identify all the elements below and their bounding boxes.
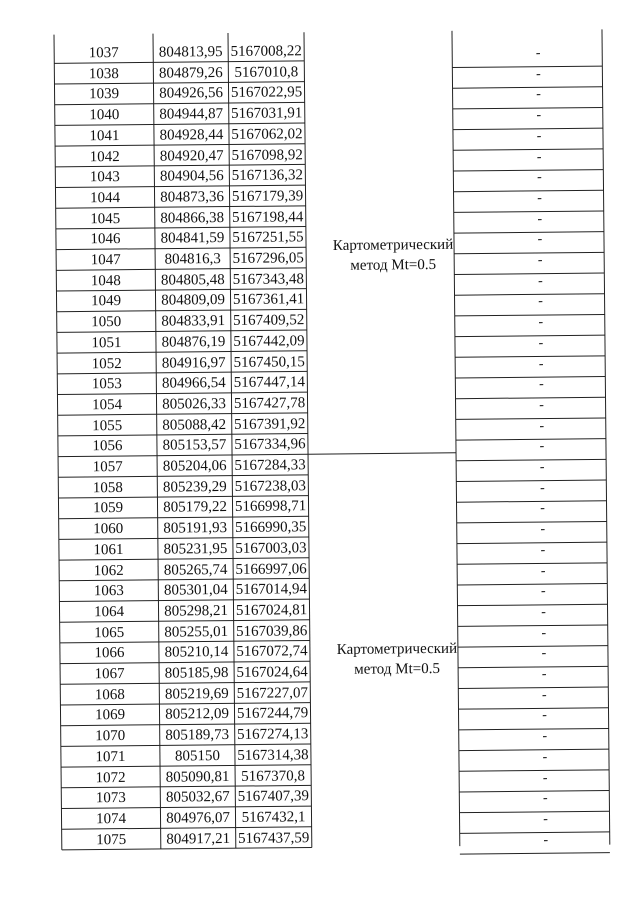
coord-y: 5167432,1 [241, 809, 306, 826]
accuracy-value: - [542, 708, 547, 724]
coord-x: 804928,44 [159, 126, 224, 144]
coord-y: 5167179,39 [231, 188, 304, 205]
coord-y: 5167008,22 [230, 43, 302, 60]
coord-x: 804926,56 [159, 85, 224, 103]
accuracy-value: - [535, 45, 541, 62]
coord-y: 5167343,48 [232, 270, 305, 288]
accuracy-value: - [539, 439, 545, 455]
coord-x: 804966,54 [161, 375, 226, 392]
coord-x: 804805,48 [160, 271, 225, 289]
coord-x: 805212,09 [165, 706, 229, 723]
row-number: 1064 [93, 603, 125, 621]
accuracy-value: - [535, 66, 541, 82]
row-number: 1051 [91, 334, 122, 352]
coord-x: 805231,95 [163, 540, 228, 558]
accuracy-value: - [541, 646, 547, 662]
coord-x: 805298,21 [164, 602, 228, 620]
coord-x: 805265,74 [163, 561, 228, 579]
row-number: 1037 [88, 45, 119, 62]
row-number: 1040 [89, 107, 120, 124]
coord-x: 804879,26 [158, 64, 223, 82]
coord-y: 5166998,71 [234, 498, 307, 516]
accuracy-value: - [542, 749, 548, 765]
row-divider [457, 563, 607, 564]
coord-y: 5167296,05 [232, 250, 304, 267]
method-note [322, 639, 472, 680]
coord-y: 5167098,92 [231, 146, 303, 164]
coord-y: 5167072,74 [236, 643, 308, 661]
method-note-line2: метод Mt=0.5 [350, 256, 437, 274]
coord-y: 5167391,92 [234, 415, 306, 433]
coord-x: 805219,69 [164, 685, 229, 703]
row-number: 1057 [92, 458, 123, 476]
row-divider [453, 87, 603, 88]
row-number: 1072 [95, 769, 126, 786]
coord-y: 5167227,07 [236, 684, 309, 702]
accuracy-value: - [540, 501, 545, 517]
accuracy-value: - [541, 604, 546, 620]
coord-y: 5167014,94 [235, 581, 308, 599]
accuracy-value: - [536, 149, 542, 165]
row-number: 1050 [91, 314, 122, 331]
accuracy-value: - [543, 811, 548, 827]
accuracy-value: - [543, 832, 549, 848]
row-number: 1062 [93, 562, 124, 579]
coord-x: 805185,98 [164, 664, 229, 682]
accuracy-value: - [537, 273, 543, 289]
row-number: 1061 [93, 541, 124, 559]
coord-x: 804813,95 [158, 44, 223, 61]
row-number: 1059 [92, 500, 124, 517]
accuracy-value: - [538, 335, 544, 351]
coord-x: 805026,33 [162, 395, 227, 413]
coord-y: 5167409,52 [233, 312, 305, 330]
row-divider [455, 335, 605, 336]
row-divider [459, 749, 609, 750]
row-divider [453, 170, 603, 171]
coord-y: 5167361,41 [232, 291, 305, 309]
row-divider [456, 418, 606, 419]
row-divider [456, 480, 606, 481]
coord-y: 5167334,96 [234, 436, 306, 454]
accuracy-value: - [542, 791, 548, 807]
row-number: 1044 [89, 189, 121, 207]
method-note-line1: Картометрический [332, 236, 454, 254]
coord-x: 805210,14 [164, 644, 229, 661]
accuracy-value: - [537, 211, 543, 227]
coord-y: 5167010,8 [234, 63, 299, 81]
row-divider [459, 811, 609, 812]
row-number: 1070 [95, 728, 126, 745]
row-divider [457, 542, 607, 543]
coord-y: 5167314,38 [237, 747, 309, 764]
row-number: 1054 [91, 396, 123, 414]
method-note-line2: метод Mt=0.5 [354, 660, 441, 678]
coord-x: 805088,42 [162, 416, 227, 434]
row-number: 1052 [91, 355, 122, 372]
coord-y: 5167251,55 [232, 229, 304, 247]
coord-y: 5167274,13 [237, 726, 309, 743]
accuracy-value: - [536, 170, 542, 186]
coord-x: 804866,38 [160, 209, 225, 227]
row-number: 1039 [89, 86, 120, 103]
row-number: 1041 [89, 127, 120, 145]
accuracy-value: - [539, 459, 545, 475]
row-number: 1048 [90, 272, 121, 289]
coord-x: 804944,87 [159, 106, 224, 123]
row-divider [460, 853, 610, 854]
coord-y: 5167062,02 [231, 126, 303, 143]
accuracy-value: - [541, 625, 547, 641]
row-divider [454, 273, 604, 274]
row-divider [456, 459, 606, 460]
coord-x: 804916,97 [161, 354, 226, 372]
row-number: 1042 [89, 148, 120, 165]
coord-x: 805255,01 [164, 623, 229, 641]
coord-x: 805301,04 [163, 582, 228, 599]
row-divider [454, 232, 604, 233]
coord-y: 5167437,59 [238, 829, 310, 847]
coord-y: 5167031,91 [231, 105, 303, 123]
row-divider [458, 687, 608, 688]
accuracy-value: - [539, 480, 545, 496]
row-number: 1058 [92, 479, 123, 496]
row-number: 1063 [93, 583, 124, 600]
row-number: 1056 [92, 438, 123, 455]
coord-x: 805032,67 [165, 789, 230, 806]
coord-y: 5167244,79 [236, 705, 309, 723]
coord-x: 805150 [174, 747, 221, 765]
row-number: 1068 [94, 686, 125, 703]
accuracy-value: - [539, 418, 545, 434]
row-number: 1060 [93, 521, 124, 538]
coord-y: 5167447,14 [233, 374, 306, 392]
accuracy-value: - [539, 397, 544, 413]
row-number: 1049 [90, 293, 122, 310]
coord-x: 804873,36 [160, 188, 225, 206]
accuracy-value: - [537, 252, 543, 268]
row-number: 1067 [94, 665, 125, 683]
accuracy-value: - [542, 770, 548, 786]
accuracy-value: - [538, 356, 544, 372]
coord-x: 805090,81 [165, 768, 230, 786]
coord-x: 804833,91 [161, 313, 226, 330]
coord-x: 804976,07 [166, 809, 230, 827]
row-divider [460, 832, 610, 833]
coord-y: 5167024,81 [235, 602, 308, 619]
row-divider [454, 252, 604, 253]
coord-x: 805153,57 [162, 437, 227, 454]
coord-y: 5167284,33 [234, 457, 306, 474]
accuracy-value: - [537, 232, 543, 248]
row-divider [453, 107, 603, 108]
accuracy-value: - [540, 542, 546, 558]
row-divider [458, 666, 608, 667]
accuracy-value: - [540, 584, 546, 600]
accuracy-value: - [538, 294, 543, 310]
accuracy-value: - [538, 377, 544, 393]
coord-y: 5167238,03 [234, 477, 307, 495]
row-divider [458, 604, 608, 605]
coord-x: 804816,3 [164, 251, 221, 268]
row-number: 1074 [95, 810, 127, 828]
coord-y: 5167003,03 [235, 540, 307, 557]
coord-y: 5167024,64 [236, 664, 308, 681]
row-number: 1069 [94, 707, 126, 724]
coord-x: 805204,06 [162, 457, 227, 475]
row-divider [458, 708, 608, 709]
row-divider [459, 770, 609, 771]
row-divider [456, 397, 606, 398]
coord-y: 5167039,86 [236, 622, 308, 640]
coord-y: 5166990,35 [235, 519, 307, 537]
accuracy-value: - [536, 108, 542, 124]
row-number: 1047 [90, 252, 121, 269]
accuracy-value: - [541, 687, 547, 703]
row-number: 1045 [90, 210, 121, 227]
coord-x: 804920,47 [159, 147, 224, 165]
row-number: 1075 [96, 831, 127, 848]
accuracy-value: - [536, 87, 542, 103]
coord-x: 804904,56 [159, 168, 224, 185]
method-note [318, 235, 468, 276]
coord-x: 804917,21 [166, 830, 231, 848]
row-number: 1065 [94, 624, 125, 641]
coord-x: 805191,93 [163, 520, 228, 537]
accuracy-value: - [542, 729, 548, 745]
accuracy-value: - [541, 666, 547, 682]
coord-y: 5167370,8 [241, 767, 306, 785]
accuracy-value: - [537, 190, 542, 206]
accuracy-value: - [540, 563, 546, 579]
coord-x: 804841,59 [160, 230, 225, 247]
row-number: 1046 [90, 231, 121, 248]
row-number: 1038 [88, 65, 119, 82]
coord-x: 804876,19 [161, 333, 226, 351]
coord-y: 5167407,39 [237, 788, 310, 806]
coord-x: 805179,22 [163, 499, 227, 516]
row-number: 1055 [92, 417, 123, 434]
row-number: 1066 [94, 645, 125, 662]
coord-y: 5167136,32 [231, 167, 304, 185]
coord-y: 5167198,44 [232, 208, 304, 226]
row-number: 1071 [95, 748, 126, 766]
accuracy-value: - [536, 128, 542, 144]
row-number: 1043 [89, 169, 120, 186]
row-number: 1073 [95, 790, 126, 807]
coord-y: 5166997,06 [235, 560, 307, 578]
row-divider [454, 190, 604, 191]
accuracy-value: - [538, 315, 544, 331]
row-divider [455, 314, 605, 315]
method-note-line1: Картометрический [336, 640, 458, 658]
row-divider [455, 377, 605, 378]
row-divider [457, 521, 607, 522]
coord-y: 5167022,95 [230, 84, 303, 102]
block-divider [308, 453, 456, 454]
column-divider [602, 29, 610, 844]
accuracy-value: - [540, 522, 546, 538]
coord-x: 804809,09 [161, 292, 226, 310]
coord-y: 5167442,09 [233, 333, 305, 350]
row-number: 1053 [91, 376, 122, 393]
row-divider [458, 625, 608, 626]
coord-x: 805239,29 [162, 478, 227, 496]
coord-y: 5167427,78 [233, 395, 306, 412]
coord-y: 5167450,15 [233, 353, 305, 371]
column-divider [452, 31, 460, 846]
coord-x: 805189,73 [165, 727, 230, 744]
